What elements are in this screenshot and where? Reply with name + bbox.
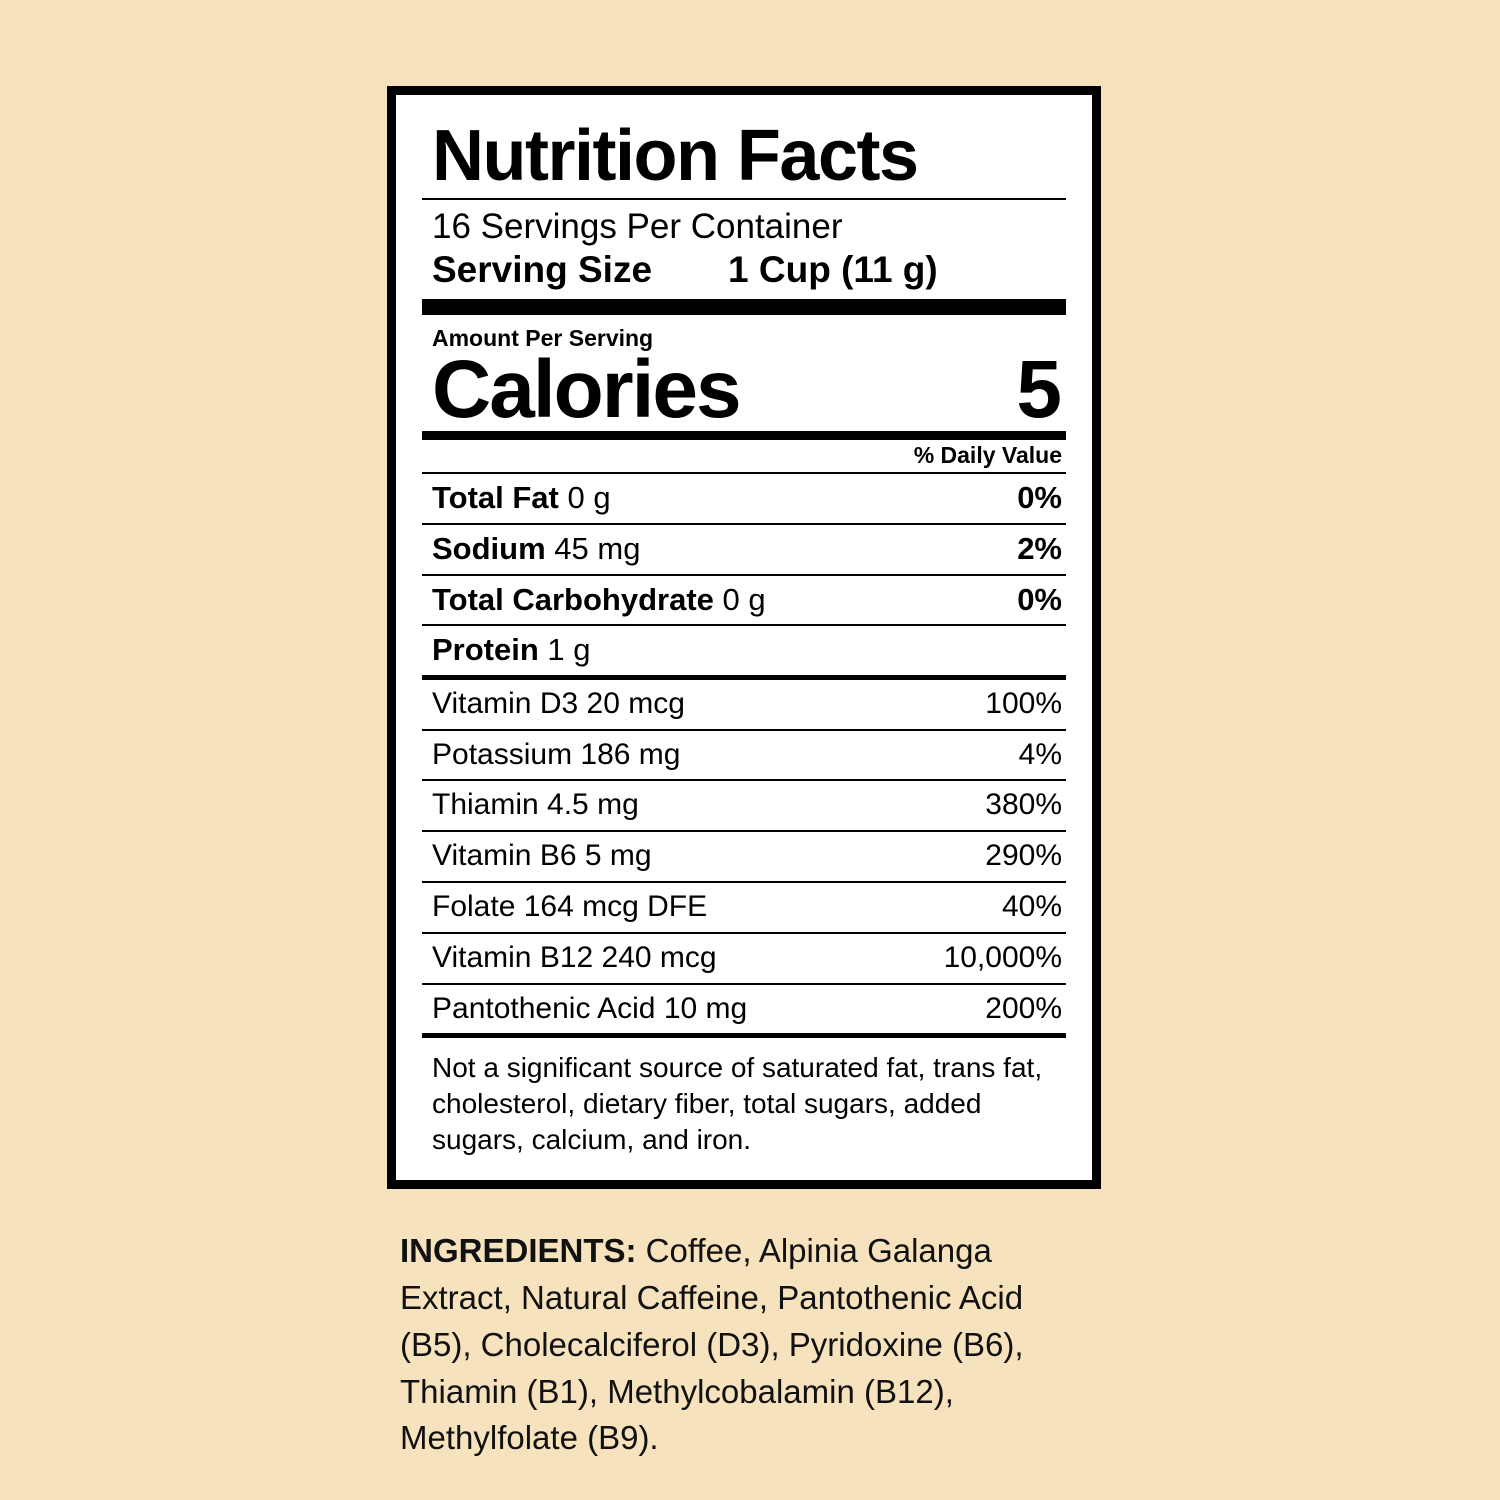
amount-per-serving-label: Amount Per Serving	[432, 324, 654, 351]
vitamin-daily-value: 290%	[985, 839, 1062, 873]
nutrient-label: Sodium	[432, 531, 546, 567]
vitamin-name: Thiamin 4.5 mg	[432, 788, 639, 822]
nutrient-amount: 0 g	[567, 480, 611, 516]
divider-thick-top	[422, 299, 1066, 315]
nutrient-amount: 45 mg	[554, 531, 641, 567]
vitamin-name: Potassium 186 mg	[432, 737, 681, 771]
calories-label: Calories	[432, 343, 740, 435]
table-row	[422, 781, 1066, 830]
nutrient-name	[432, 480, 611, 517]
nutrient-amount: 1 g	[547, 632, 591, 668]
divider-under-title	[422, 198, 1066, 200]
footnote-text: Not a significant source of saturated fat, trans fat, cholesterol, dietary fiber, total sugars, added sugars, calcium, and iron.	[432, 1052, 1043, 1156]
table-row	[422, 474, 1066, 523]
vitamin-name: Vitamin B12 240 mcg	[432, 940, 717, 974]
servings-per-container: 16 Servings Per Container	[432, 206, 843, 246]
nutrient-daily-value: 0%	[1017, 480, 1062, 516]
nutrient-daily-value: 2%	[1017, 531, 1062, 567]
divider-before-footnote	[422, 1033, 1066, 1038]
nutrient-name	[432, 531, 640, 568]
calories-value: 5	[1016, 343, 1062, 435]
vitamin-name: Vitamin D3 20 mcg	[432, 686, 685, 720]
nutrient-name	[432, 582, 766, 619]
daily-value-header: % Daily Value	[913, 442, 1062, 469]
table-row	[422, 934, 1066, 983]
table-row	[422, 626, 1066, 675]
calories-row	[432, 343, 1066, 435]
nutrient-label: Total Carbohydrate	[432, 581, 714, 617]
table-row	[422, 985, 1066, 1034]
serving-size-label: Serving Size	[432, 248, 653, 290]
table-row	[422, 832, 1066, 881]
ingredients-text: Coffee, Alpinia Galanga Extract, Natural Caffeine, Pantothenic Acid (B5), Cholecalciferol (D3), Pyridoxine (B6), Thiamin (B1), Methylcobalamin (B12), Methylfolate (B9).	[400, 1232, 1024, 1457]
nutrient-name	[432, 632, 591, 669]
vitamin-name: Pantothenic Acid 10 mg	[432, 991, 748, 1025]
ingredients-heading: INGREDIENTS:	[400, 1232, 637, 1269]
ingredients-block	[400, 1228, 1090, 1462]
nutrient-label: Protein	[432, 632, 539, 668]
nutrient-label: Total Fat	[432, 480, 559, 516]
vitamin-daily-value: 40%	[1001, 889, 1062, 923]
table-row	[422, 883, 1066, 932]
nutrition-facts-panel	[387, 86, 1101, 1189]
nutrition-facts-title: Nutrition Facts	[432, 116, 918, 196]
vitamin-daily-value: 4%	[1018, 737, 1062, 771]
vitamin-daily-value: 200%	[985, 991, 1062, 1025]
table-row	[422, 731, 1066, 780]
vitamin-daily-value: 100%	[985, 686, 1062, 720]
nutrient-daily-value: 0%	[1017, 581, 1062, 617]
serving-size-value: 1 Cup (11 g)	[728, 248, 938, 290]
table-row	[422, 525, 1066, 574]
serving-size-row	[432, 249, 1066, 291]
table-row	[422, 576, 1066, 625]
vitamin-name: Vitamin B6 5 mg	[432, 839, 652, 873]
vitamin-name: Folate 164 mcg DFE	[432, 889, 708, 923]
nutrient-amount: 0 g	[722, 581, 766, 617]
table-row	[422, 680, 1066, 729]
vitamin-daily-value: 10,000%	[943, 940, 1062, 974]
vitamin-daily-value: 380%	[985, 788, 1062, 822]
